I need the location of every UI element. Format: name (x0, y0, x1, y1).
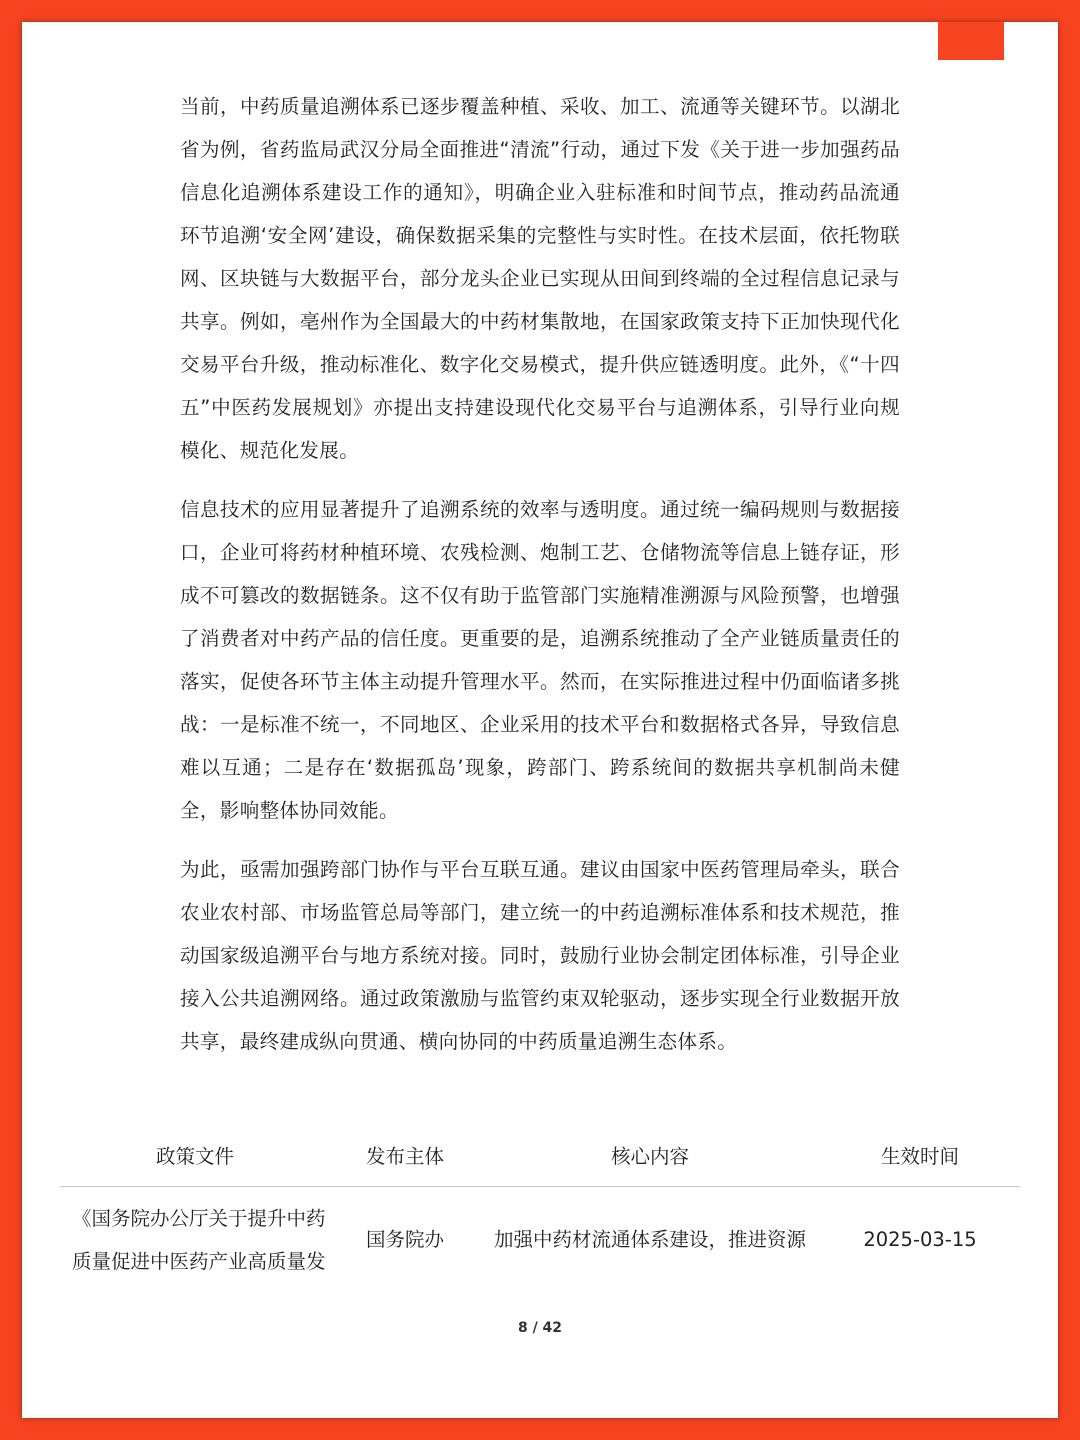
body-text (180, 85, 900, 1079)
corner-tab (938, 22, 1004, 60)
header-effective-date: 生效时间 (820, 1134, 1020, 1187)
paragraph-2: 信息技术的应用显著提升了追溯系统的效率与透明度。通过统一编码规则与数据接口，企业可将药材种植环境、农残检测、炮制工艺、仓储物流等信息上链存证，形成不可篡改的数据链条。这不仅有助于监管部门实施精准溯源与风险预警，也增强了消费者对中药产品的信任度。更重要的是，追溯系统推动了全产业链质量责任的落实，促使各环节主体主动提升管理水平。然而，在实际推进过程中仍面临诸多挑战：一是标准不统一，不同地区、企业采用的技术平台和数据格式各异，导致信息难以互通；二是存在‘数据孤岛’现象，跨部门、跨系统间的数据共享机制尚未健全，影响整体协同效能。 (180, 498, 900, 822)
header-issuer: 发布主体 (330, 1134, 480, 1187)
table-row (60, 1187, 1020, 1285)
paragraph-1: 当前，中药质量追溯体系已逐步覆盖种植、采收、加工、流通等关键环节。以湖北省为例，省药监局武汉分局全面推进“清流”行动，通过下发《关于进一步加强药品信息化追溯体系建设工作的通知》，明确企业入驻标准和时间节点，推动药品流通环节追溯‘安全网’建设，确保数据采集的完整性与实时性。在技术层面，依托物联网、区块链与大数据平台，部分龙头企业已实现从田间到终端的全过程信息记录与共享。例如，亳州作为全国最大的中药材集散地，在国家政策支持下正加快现代化交易平台升级，推动标准化、数字化交易模式，提升供应链透明度。此外，《“十四五”中医药发展规划》亦提出支持建设现代化交易平台与追溯体系，引导行业向规模化、规范化发展。 (180, 95, 900, 462)
table-header-row (60, 1134, 1020, 1187)
cell-issuer: 国务院办 (365, 1228, 444, 1251)
cell-core-content: 加强中药材流通体系建设，推进资源 (493, 1228, 806, 1251)
page-number: 8 / 42 (517, 1320, 563, 1336)
header-policy-file: 政策文件 (60, 1134, 330, 1187)
policy-table (60, 1134, 1020, 1284)
document-page (22, 22, 1058, 1418)
header-core-content: 核心内容 (480, 1134, 820, 1187)
cell-policy-file: 《国务院办公厅关于提升中药质量促进中医药产业高质量发 (72, 1207, 326, 1273)
paragraph-3: 为此，亟需加强跨部门协作与平台互联互通。建议由国家中医药管理局牵头，联合农业农村部、市场监管总局等部门，建立统一的中药追溯标准体系和技术规范，推动国家级追溯平台与地方系统对接。同时，鼓励行业协会制定团体标准，引导企业接入公共追溯网络。通过政策激励与监管约束双轮驱动，逐步实现全行业数据开放共享，最终建成纵向贯通、横向协同的中药质量追溯生态体系。 (180, 858, 900, 1053)
cell-effective-date: 2025-03-15 (863, 1228, 977, 1251)
